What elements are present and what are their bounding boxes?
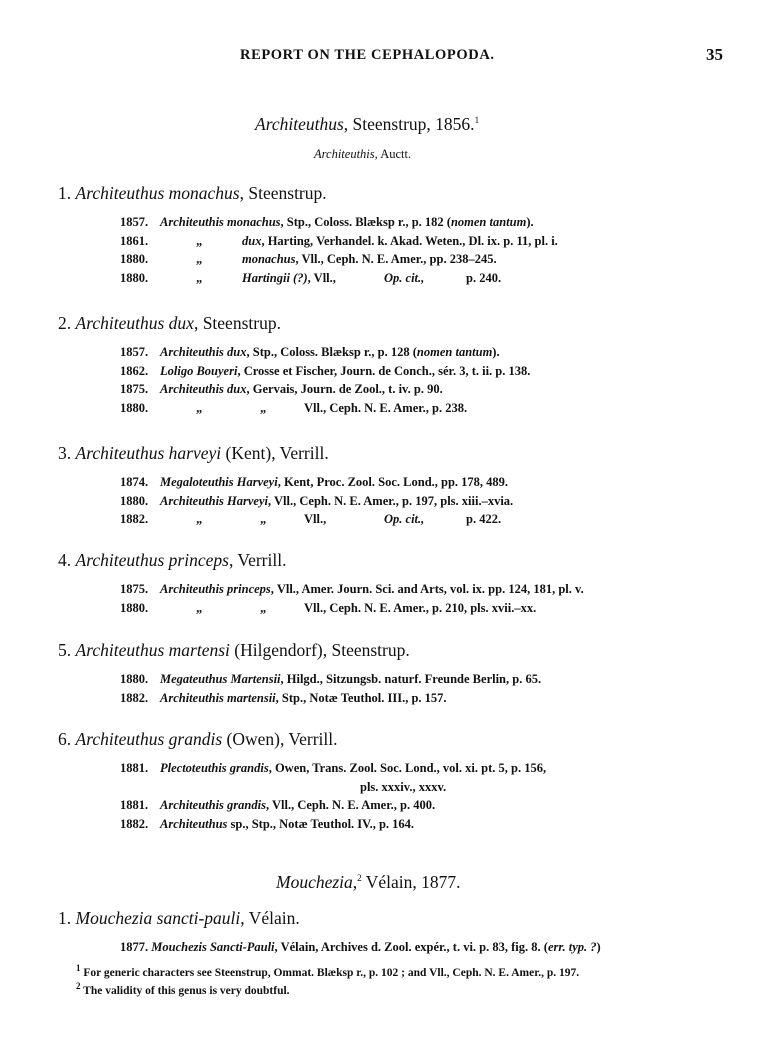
species-author: (Hilgendorf), Steenstrup. — [229, 640, 410, 660]
ref-year: 1857. — [120, 215, 149, 229]
ref-taxon: dux — [242, 233, 262, 248]
genus-heading-mouchezia — [276, 872, 461, 893]
ref-year: 1880. — [120, 672, 149, 686]
species-heading — [58, 729, 337, 750]
reference-line — [0, 382, 776, 400]
genus-name: Architeuthus — [255, 114, 344, 134]
species-number: 3. — [58, 443, 72, 463]
reference-line — [120, 940, 601, 955]
ref-text: Vll., — [304, 512, 327, 526]
genus-name: Mouchezia — [276, 872, 353, 892]
ref-year: 1862. — [120, 363, 149, 378]
ref-body — [160, 215, 534, 230]
reference-line — [0, 364, 776, 382]
ref-taxon: Architeuthis dux — [160, 382, 247, 396]
page-number: 35 — [706, 45, 723, 64]
species-name: Architeuthus monachus — [75, 183, 240, 203]
reference-line — [0, 512, 776, 530]
ref-year: 1877. — [120, 940, 149, 954]
ref-taxon: Architeuthis monachus — [160, 215, 281, 229]
ref-page: p. 240. — [466, 270, 502, 285]
ref-taxon: Architeuthus — [160, 816, 228, 831]
genus-author: Vélain, 1877. — [361, 872, 461, 892]
ref-taxon: Megaloteuthis Harveyi — [160, 475, 278, 489]
synonym-name: Architeuthis — [314, 147, 375, 161]
ref-text: , Vll., — [307, 270, 336, 285]
ref-year: 1882. — [120, 690, 149, 705]
reference-line — [0, 798, 776, 816]
species-number: 5. — [58, 640, 72, 660]
ref-text: , Vll., Ceph. N. E. Amer., pp. 238–245. — [295, 252, 497, 266]
ref-body — [160, 691, 447, 706]
ref-text: , Crosse et Fischer, Journ. de Conch., sér. 3, t. ii. p. 138. — [237, 363, 531, 378]
species-heading — [58, 640, 410, 661]
species-name: Mouchezia sancti-pauli — [75, 908, 241, 928]
ref-body — [160, 364, 530, 379]
species-author: , Steenstrup. — [239, 183, 327, 203]
ref-taxon: Architeuthis martensii — [160, 690, 276, 705]
ref-text: , Harting, Verhandel. k. Akad. Weten., Dl. ix. p. 11, pl. i. — [261, 233, 558, 248]
ref-italic: nomen tantum — [450, 215, 527, 229]
ditto-mark: „ — [196, 512, 203, 526]
ditto-mark: „ — [260, 400, 267, 415]
reference-line — [0, 761, 776, 779]
species-number: 1. — [58, 183, 72, 203]
species-number: 4. — [58, 550, 72, 570]
ref-taxon: Architeuthis Harveyi — [160, 493, 268, 508]
species-author: , Vélain. — [240, 908, 300, 928]
ref-taxon: Plectoteuthis grandis — [160, 761, 269, 775]
ref-end: ) — [596, 940, 601, 954]
species-heading — [58, 443, 329, 464]
ref-end: ). — [526, 215, 534, 229]
ref-text: , Stp., Notæ Teuthol. III., p. 157. — [275, 690, 447, 705]
footnote-ref: 1 — [474, 115, 480, 126]
ref-year: 1857. — [120, 345, 149, 359]
ref-text: , Owen, Trans. Zool. Soc. Lond., vol. xi. pt. 5, p. 156, — [268, 761, 547, 775]
reference-continuation: pls. xxxiv., xxxv. — [360, 779, 447, 794]
species-number: 6. — [58, 729, 72, 749]
ref-year: 1861. — [120, 233, 149, 248]
reference-line — [0, 582, 776, 600]
ref-body — [242, 271, 336, 286]
reference-line — [0, 215, 776, 233]
ref-body — [160, 475, 508, 490]
reference-line — [0, 271, 776, 289]
running-header: REPORT ON THE CEPHALOPODA. — [240, 47, 495, 63]
reference-line — [0, 345, 776, 363]
ref-body — [160, 817, 414, 832]
ref-italic: err. typ. ? — [547, 940, 597, 954]
species-name: Architeuthus grandis — [75, 729, 223, 749]
reference-line — [0, 672, 776, 690]
reference-line — [0, 401, 776, 419]
species-name: Architeuthus dux — [75, 313, 194, 333]
ref-text: , Hilgd., Sitzungsb. naturf. Freunde Berlin, p. 65. — [280, 672, 542, 686]
ref-text: , Stp., Coloss. Blæksp r., p. 128 ( — [246, 345, 417, 359]
ref-taxon: Architeuthis princeps — [160, 582, 271, 596]
genus-synonym — [314, 147, 411, 162]
ref-year: 1881. — [120, 761, 149, 775]
reference-line — [0, 252, 776, 270]
footnote-text: The validity of this genus is very doubtful. — [80, 985, 290, 997]
ref-body — [160, 672, 541, 687]
ref-taxon: Megateuthus Martensii — [160, 672, 281, 686]
ref-body — [160, 582, 584, 597]
genus-author: , Steenstrup, 1856. — [343, 114, 475, 134]
species-author: (Owen), Verrill. — [222, 729, 338, 749]
species-author: , Verrill. — [228, 550, 287, 570]
ref-body — [160, 761, 546, 776]
ref-body — [160, 494, 513, 509]
ref-year: 1881. — [120, 798, 149, 812]
species-author: (Kent), Verrill. — [221, 443, 329, 463]
ditto-mark: „ — [196, 270, 203, 285]
ditto-mark: „ — [196, 600, 203, 615]
species-heading — [58, 550, 286, 571]
species-name: Architeuthus martensi — [75, 640, 230, 660]
species-heading — [58, 908, 300, 929]
reference-line — [0, 234, 776, 252]
ditto-mark: „ — [196, 252, 203, 266]
synonym-author: , Auctt. — [374, 147, 412, 161]
ref-text: , Stp., Coloss. Blæksp r., p. 182 ( — [280, 215, 451, 229]
ref-text: , Kent, Proc. Zool. Soc. Lond., pp. 178, 489. — [277, 475, 509, 489]
reference-line — [0, 817, 776, 835]
ref-text: , Vll., Ceph. N. E. Amer., p. 400. — [265, 798, 436, 812]
ref-text: Vll., Ceph. N. E. Amer., p. 238. — [304, 400, 468, 415]
ref-taxon: Architeuthis dux — [160, 345, 247, 359]
species-author: , Steenstrup. — [193, 313, 281, 333]
ref-body — [242, 252, 497, 267]
ref-body — [242, 234, 558, 249]
ref-body — [160, 382, 443, 397]
ref-taxon: Loligo Bouyeri — [160, 363, 238, 378]
footnote-1 — [76, 963, 580, 979]
species-heading — [58, 313, 281, 334]
genus-comma: , — [352, 872, 358, 892]
footnote-ref: 2 — [357, 873, 362, 884]
ref-page: p. 422. — [466, 512, 502, 526]
op-cit: Op. cit., — [384, 270, 425, 285]
ref-taxon: monachus — [242, 252, 296, 266]
ditto-mark: „ — [196, 400, 203, 415]
ref-year: 1880. — [120, 252, 149, 266]
footnote-2 — [76, 981, 290, 997]
ref-text: , Vélain, Archives d. Zool. expér., t. vi. p. 83, fig. 8. ( — [274, 940, 548, 954]
ref-end: ). — [492, 345, 500, 359]
reference-line — [0, 475, 776, 493]
reference-line — [0, 691, 776, 709]
species-name: Architeuthus princeps — [75, 550, 229, 570]
ref-year: 1875. — [120, 382, 149, 396]
ref-year: 1882. — [120, 816, 149, 831]
ref-year: 1874. — [120, 475, 149, 489]
species-number: 1. — [58, 908, 72, 928]
ref-italic: nomen tantum — [416, 345, 493, 359]
ref-year: 1880. — [120, 493, 149, 508]
ref-text: , Vll., Amer. Journ. Sci. and Arts, vol. ix. pp. 124, 181, pl. v. — [270, 582, 584, 596]
ref-text: Vll., Ceph. N. E. Amer., p. 210, pls. xvii.–xx. — [304, 600, 537, 615]
ref-body — [160, 798, 435, 813]
ref-text: , Vll., Ceph. N. E. Amer., p. 197, pls. xiii.–xvia. — [268, 493, 514, 508]
footnote-text: For generic characters see Steenstrup, Ommat. Blæksp r., p. 102 ; and Vll., Ceph. N. E. Amer., p. 197. — [80, 967, 580, 979]
ref-year: 1880. — [120, 600, 149, 615]
ref-text: sp., Stp., Notæ Teuthol. IV., p. 164. — [227, 816, 415, 831]
ditto-mark: „ — [196, 233, 203, 248]
ditto-mark: „ — [260, 600, 267, 615]
species-number: 2. — [58, 313, 72, 333]
ditto-mark: „ — [260, 512, 267, 526]
ref-year: 1880. — [120, 400, 149, 415]
reference-line — [0, 494, 776, 512]
footnote-mark: 2 — [76, 981, 81, 992]
ref-taxon: Architeuthis grandis — [160, 798, 266, 812]
species-heading — [58, 183, 327, 204]
species-name: Architeuthus harveyi — [75, 443, 222, 463]
op-cit: Op. cit., — [384, 512, 425, 526]
ref-text: , Gervais, Journ. de Zool., t. iv. p. 90. — [246, 382, 443, 396]
ref-year: 1882. — [120, 512, 149, 526]
ref-year: 1875. — [120, 582, 149, 596]
ref-taxon: Mouchezis Sancti-Pauli — [151, 940, 275, 954]
genus-heading-architeuthus — [255, 114, 479, 135]
ref-taxon: Hartingii (?) — [242, 270, 308, 285]
footnote-mark: 1 — [76, 963, 81, 974]
ref-body — [160, 345, 500, 360]
ref-year: 1880. — [120, 270, 149, 285]
reference-line — [0, 601, 776, 619]
